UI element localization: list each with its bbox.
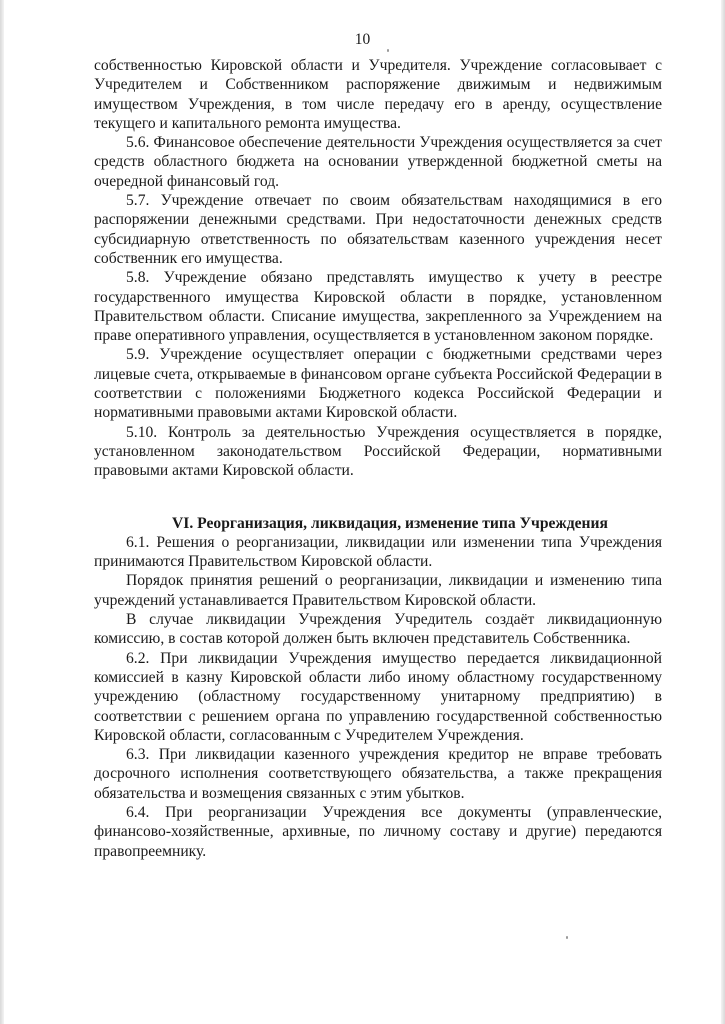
paragraph-5-8: 5.8. Учреждение обязано представлять имущество к учету в реестре государственного имущества Кировской области в порядке, установленном Правительством области. Списание имущества, закрепленного за Учреждением на праве оперативного управления, осуществляется в установленном законом порядке. <box>94 269 662 345</box>
paragraph-5-9: 5.9. Учреждение осуществляет операции с бюджетными средствами через лицевые счета, открываемые в финансовом органе субъекта Российской Федерации в соответствии с положениями Бюджетного кодекса Российской Федерации и нормативными правовыми актами Кировской области. <box>94 346 662 422</box>
page-number: 10 <box>354 31 371 48</box>
scan-edge-right <box>721 0 725 1024</box>
paragraph-continuation: собственностью Кировской области и Учредителя. Учреждение согласовывает с Учредителем и Собственником распоряжение движимым и недвижимым имуществом Учреждения, в том числе передачу его в аренду, осуществление текущего и капитального ремонта имущества. <box>94 57 662 132</box>
paragraph-6-2: 6.2. При ликвидации Учреждения имущество передается ликвидационной комиссией в казну Кировской области либо иному областному государственному учреждению (областному государственному унитарному предприятию) в соответствии с решением органа по управлению государственной собственностью Кировской области, согласованным с Учредителем Учреждения. <box>94 649 662 744</box>
section-title: VI. Реорганизация, ликвидация, изменение типа Учреждения <box>172 514 608 532</box>
document-body <box>94 56 662 861</box>
paragraph-5-10: 5.10. Контроль за деятельностью Учреждения осуществляется в порядке, установленном законодательством Российской Федерации, нормативными правовыми актами Кировской области. <box>94 423 662 480</box>
scan-edge-left <box>0 0 4 1024</box>
paragraph-6-4: 6.4. При реорганизации Учреждения все документы (управленческие, финансово-хозяйственные, архивные, по личному составу и другие) передаются правопреемнику. <box>94 803 662 860</box>
scan-speck <box>387 49 389 52</box>
paragraph-5-6: 5.6. Финансовое обеспечение деятельности Учреждения осуществляется за счет средств областного бюджета на основании утвержденной бюджетной сметы на очередной финансовый год. <box>94 134 662 190</box>
paragraph-6-3: 6.3. При ликвидации казенного учреждения кредитор не вправе требовать досрочного исполнения соответствующего обязательства, а также прекращения обязательства и возмещения связанных с этим убытков. <box>94 746 662 802</box>
paragraph-decision-procedure: Порядок принятия решений о реорганизации, ликвидации и изменению типа учреждений устанавливается Правительством Кировской области. <box>94 572 662 609</box>
paragraph-6-1: 6.1. Решения о реорганизации, ликвидации или изменении типа Учреждения принимаются Правительством Кировской области. <box>94 533 662 571</box>
scan-speck <box>566 936 568 939</box>
paragraph-liquidation-commission: В случае ликвидации Учреждения Учредитель создаёт ликвидационную комиссию, в состав которой должен быть включен представитель Собственника. <box>94 611 662 648</box>
paragraph-5-7: 5.7. Учреждение отвечает по своим обязательствам находящимися в его распоряжении денежными средствами. При недостаточности денежных средств субсидиарную ответственность по обязательствам казенного учреждения несет собственник его имущества. <box>94 192 662 267</box>
